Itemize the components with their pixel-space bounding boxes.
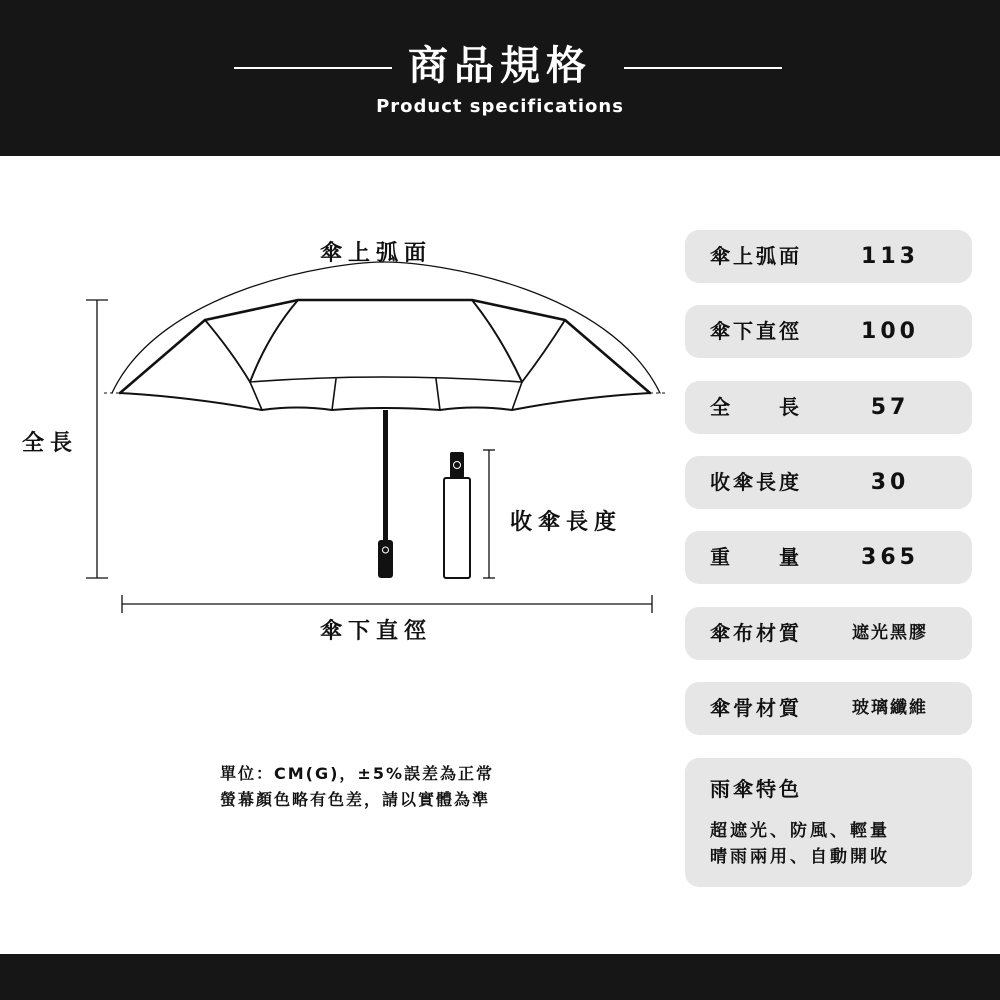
canopy-inner-edge bbox=[250, 377, 522, 382]
page-title: 商品規格 bbox=[408, 43, 592, 89]
note-unit: 單位：CM(G)，±5%誤差為正常 bbox=[220, 764, 494, 783]
spec-upper-arc bbox=[685, 230, 972, 283]
upper-arc-line bbox=[112, 262, 660, 393]
note-color: 螢幕顏色略有色差，請以實體為準 bbox=[220, 790, 491, 809]
spec-canopy-material bbox=[685, 607, 972, 660]
label-lower-diameter: 傘下直徑 bbox=[320, 619, 433, 644]
spec-key: 收傘長度 bbox=[710, 470, 802, 494]
spec-key: 重 量 bbox=[710, 545, 802, 569]
umbrella-handle-icon bbox=[378, 540, 393, 578]
spec-value: 30 bbox=[870, 470, 910, 495]
label-upper-arc: 傘上弧面 bbox=[320, 241, 433, 266]
label-full-length: 全長 bbox=[22, 431, 79, 456]
label-folded-length: 收傘長度 bbox=[510, 510, 623, 535]
folded-umbrella-handle-icon bbox=[450, 452, 464, 478]
spec-value: 113 bbox=[861, 244, 919, 269]
umbrella-diagram bbox=[0, 156, 680, 656]
footer-bar bbox=[0, 954, 1000, 1000]
umbrella-shaft bbox=[383, 410, 388, 542]
canopy-bottom-edge bbox=[120, 393, 650, 410]
feature-line-1: 超遮光、防風、輕量 bbox=[710, 821, 890, 841]
folded-umbrella-body bbox=[444, 478, 470, 578]
umbrella-canopy-icon bbox=[120, 300, 650, 393]
spec-key: 傘上弧面 bbox=[710, 244, 802, 268]
spec-key: 傘布材質 bbox=[710, 621, 802, 645]
spec-full-length bbox=[685, 381, 972, 434]
feature-lines bbox=[710, 818, 890, 870]
spec-features bbox=[685, 758, 972, 887]
spec-key: 全 長 bbox=[710, 395, 802, 419]
spec-weight bbox=[685, 531, 972, 584]
feature-key: 雨傘特色 bbox=[710, 777, 802, 801]
spec-value: 57 bbox=[870, 395, 910, 420]
spec-value: 遮光黑膠 bbox=[852, 623, 928, 643]
spec-frame-material bbox=[685, 682, 972, 735]
header-banner bbox=[0, 0, 1000, 156]
spec-lower-diameter bbox=[685, 305, 972, 358]
spec-folded-length bbox=[685, 456, 972, 509]
spec-key: 傘下直徑 bbox=[710, 319, 802, 343]
spec-value: 玻璃纖維 bbox=[852, 698, 928, 718]
spec-value: 100 bbox=[861, 319, 919, 344]
spec-value: 365 bbox=[861, 545, 919, 570]
spec-key: 傘骨材質 bbox=[710, 696, 802, 720]
feature-line-2: 晴雨兩用、自動開收 bbox=[710, 847, 890, 867]
page-subtitle: Product specifications bbox=[376, 96, 624, 117]
